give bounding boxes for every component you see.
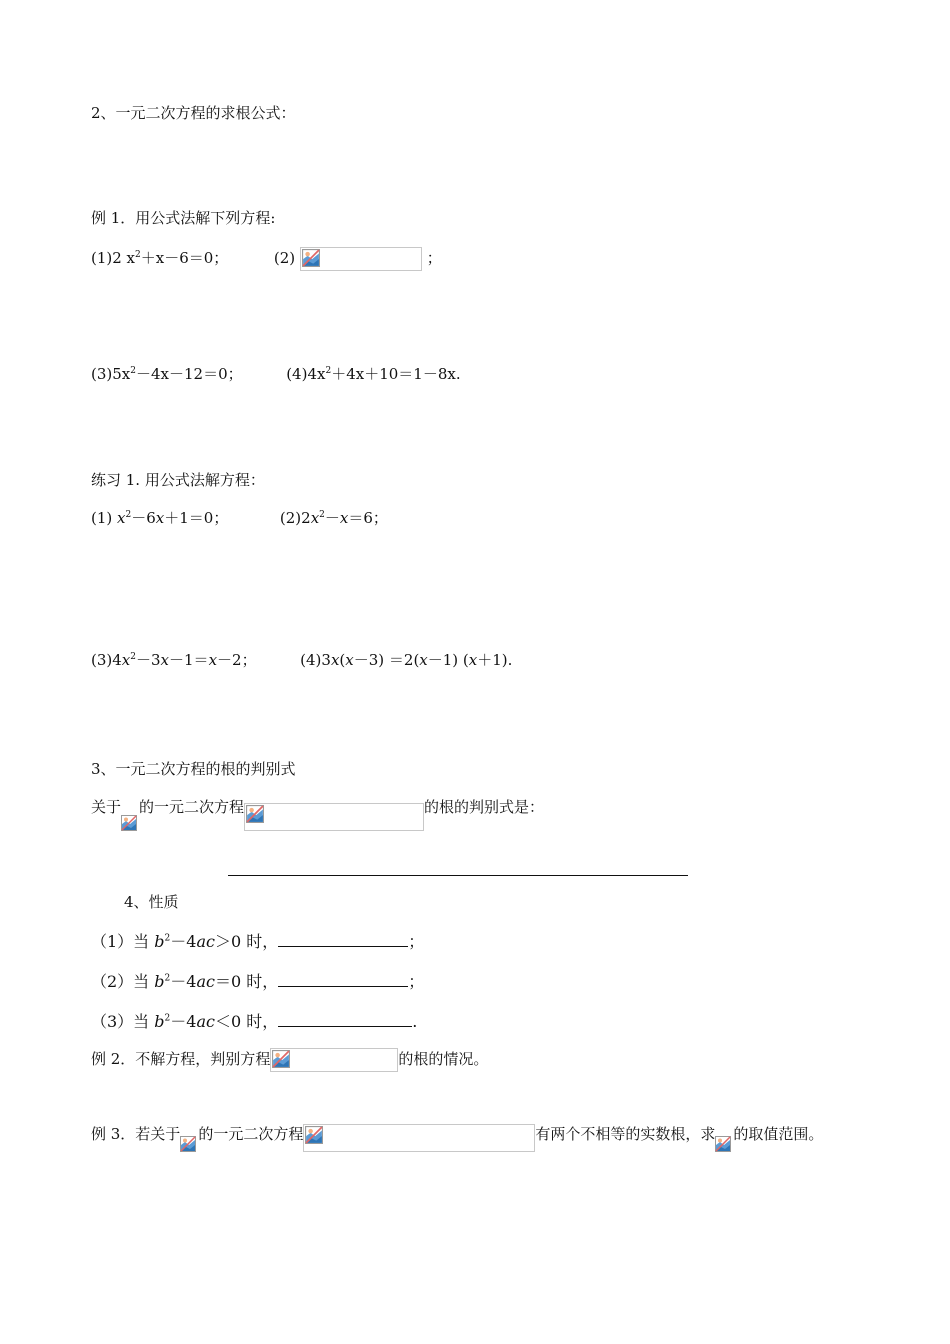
example1-row2 (91, 364, 461, 384)
equation-image-placeholder (244, 803, 424, 831)
fill-blank[interactable] (278, 930, 408, 947)
practice1-q1: (1) $x^2-6x+1=0$； (91, 509, 229, 527)
broken-image-icon (180, 1136, 196, 1152)
property-item-2: （2）当 $b^2-4ac=0$ 时， ； (91, 972, 425, 991)
example1-problem3: $(3)5x^2-4x-12=0$； (91, 365, 243, 383)
example1-title: 例 1．用公式法解下列方程: (91, 209, 276, 227)
broken-image-icon (305, 1126, 323, 1144)
equation-image-placeholder (300, 247, 422, 271)
broken-image-icon (246, 805, 264, 823)
example1-problem1: (1)2 $x^2+x-6=0$； (91, 249, 229, 267)
equation-image-placeholder (270, 1048, 398, 1072)
practice1-q2: $(2)2x^2-x=6$； (279, 509, 388, 527)
practice1-q3: $(3)4x^2-3x-1=x-2$； (91, 651, 257, 669)
section3-statement: 关于 的一元二次方程 的根的判别式是： (91, 797, 544, 833)
equation-image-placeholder (303, 1124, 535, 1152)
fill-blank[interactable] (278, 970, 408, 987)
property-item-1: （1）当 $b^2-4ac>0$ 时， ； (91, 932, 425, 951)
practice1-q4: (4)3x(x－3) ＝2(x－1) (x＋1). (300, 651, 513, 669)
example1-row1: (1)2 $x^2+x-6=0$； (2) ； (91, 247, 442, 271)
property-item-3: （3）当 $b^2-4ac<0$ 时， . (91, 1012, 418, 1031)
broken-image-icon (302, 249, 320, 267)
broken-image-icon (272, 1050, 290, 1068)
fill-blank[interactable] (278, 1010, 412, 1027)
practice1-title: 练习 1. 用公式法解方程： (91, 471, 265, 489)
example3: 例 3．若关于 的一元二次方程 有两个不相等的实数根，求 的取值范围。 (91, 1124, 823, 1160)
broken-image-icon (121, 815, 137, 831)
section3-title: 3、一元二次方程的根的判别式 (91, 760, 296, 778)
variable-image-placeholder (180, 1130, 198, 1152)
section2-title: 2、一元二次方程的求根公式： (91, 104, 296, 122)
example1-problem4: $(4)4x^2+4x+10=1-8x$. (286, 365, 461, 383)
practice1-row2 (91, 650, 512, 670)
example1-problem2-label: (2) (273, 249, 296, 267)
broken-image-icon (715, 1136, 731, 1152)
section4-title: 4、性质 (124, 893, 179, 911)
variable-image-placeholder (121, 809, 139, 831)
parameter-image-placeholder (715, 1130, 733, 1152)
practice1-row1 (91, 508, 388, 528)
example2: 例 2．不解方程，判别方程 的根的情况。 (91, 1048, 488, 1072)
answer-line (228, 875, 688, 876)
